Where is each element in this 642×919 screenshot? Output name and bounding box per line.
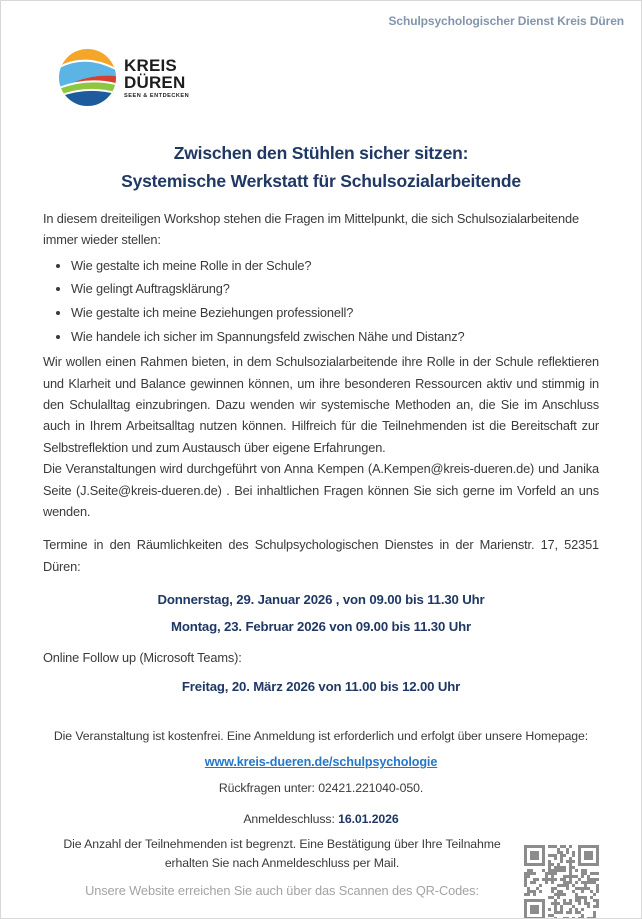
session-date-3: Freitag, 20. März 2026 von 11.00 bis 12.00 Uhr <box>181 679 461 695</box>
qr-scan-note: Unsere Website erreichen Sie auch über das Scannen des QR-Codes: <box>85 883 479 899</box>
phone-note: Rückfragen unter: 02421.221040-050. <box>218 781 424 796</box>
list-item: • Wie handele ich sicher im Spannungsfeld zwischen Nähe und Distanz? <box>71 325 599 349</box>
footer-text-column <box>43 835 521 919</box>
deadline-label: Anmeldeschluss: <box>243 812 339 827</box>
header-department-title: Schulpsychologischer Dienst Kreis Düren <box>388 14 624 28</box>
logo-wordmark <box>124 57 189 99</box>
description-paragraph-1: Wir wollen einen Rahmen bieten, in dem Schulsozialarbeitende ihre Rolle in der Schule reflektieren und Klarheit und Balance gewinnen können, um ihre besonderen Ressourcen aktiv und stimmig in den Schulalltag einzubringen. Dazu wenden wir systemische Methoden an, die Sie im Anschluss auch in Ihrem Arbeitsalltag nutzen können. Hilfreich für die Teilnehmenden ist die Bereitschaft zur Selbstreflektion und zum Austausch über eigene Erfahrungen. <box>43 354 599 455</box>
capacity-note: Die Anzahl der Teilnehmenden ist begrenzt. Eine Bestätigung über Ihre Teilnahme erhalten Sie nach Anmeldeschluss per Mail. <box>63 837 501 871</box>
question-list <box>43 254 599 348</box>
venue-paragraph: Termine in den Räumlichkeiten des Schulpsychologischen Dienstes in der Marienstr. 17, 52351 Düren: <box>43 537 599 574</box>
session-date-2: Montag, 23. Februar 2026 von 09.00 bis 11.30 Uhr <box>171 619 471 635</box>
kreis-dueren-globe-icon <box>59 49 116 106</box>
description-paragraph-2: Die Veranstaltungen wird durchgeführt von Anna Kempen (A.Kempen@kreis-dueren.de) und Janika Seite (J.Seite@kreis-dueren.de) . Bei inhaltlichen Fragen können Sie sich gerne im Vorfeld an uns wenden. <box>43 461 599 520</box>
intro-paragraph: In diesem dreiteiligen Workshop stehen die Fragen im Mittelpunkt, die sich Schulsozialarbeitende immer wieder stellen: <box>43 211 579 248</box>
page-title <box>1 139 641 195</box>
logo-tagline: SEEN & ENTDECKEN <box>124 92 190 99</box>
page-title-line1: Zwischen den Stühlen sicher sitzen: <box>173 143 469 163</box>
homepage-link[interactable]: www.kreis-dueren.de/schulpsychologie <box>204 755 438 770</box>
list-item: • Wie gestalte ich meine Beziehungen professionell? <box>71 301 599 325</box>
session-date-1: Donnerstag, 29. Januar 2026 , von 09.00 bis 11.30 Uhr <box>157 592 485 608</box>
logo-line-kreis: KREIS <box>124 55 177 75</box>
body-content <box>43 208 599 919</box>
deadline-date: 16.01.2026 <box>338 812 399 827</box>
list-item: • Wie gestalte ich meine Rolle in der Schule? <box>71 254 599 278</box>
homepage-link-line <box>43 754 599 770</box>
qr-code-icon <box>524 845 599 919</box>
fee-registration-note: Die Veranstaltung ist kostenfrei. Eine Anmeldung ist erforderlich und erfolgt über unsere Homepage: <box>53 729 589 744</box>
online-followup-label: Online Follow up (Microsoft Teams): <box>43 650 242 666</box>
list-item: • Wie gelingt Auftragsklärung? <box>71 277 599 301</box>
logo-line-dueren: DÜREN <box>124 72 186 92</box>
footer-row <box>43 835 599 919</box>
page-title-line2: Systemische Werkstatt für Schulsozialarbeitende <box>121 171 521 191</box>
kreis-dueren-logo <box>59 49 189 106</box>
deadline-line <box>43 811 599 827</box>
